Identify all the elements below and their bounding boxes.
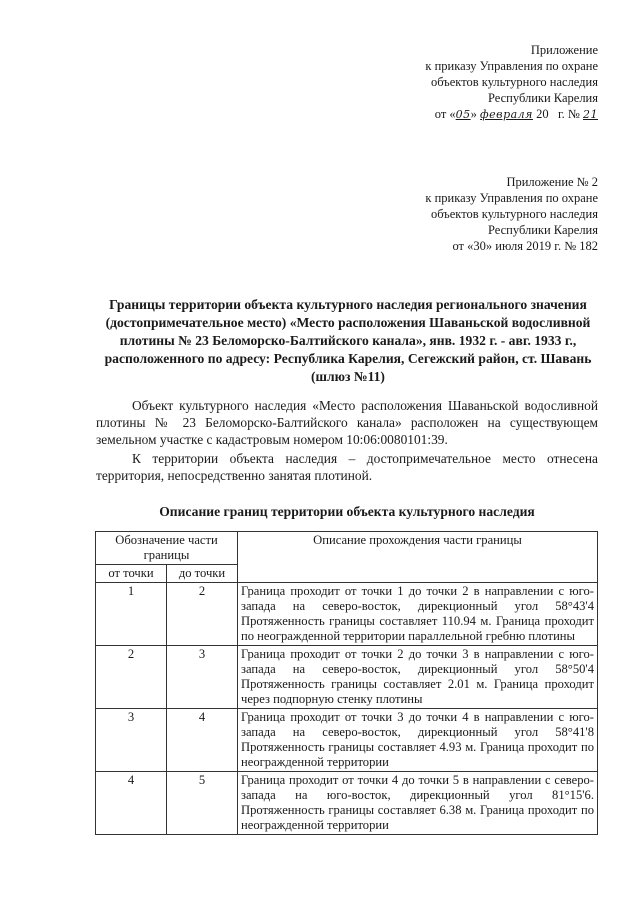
annex-1-date bbox=[425, 106, 598, 123]
cell-to: 5 bbox=[167, 772, 238, 835]
header-description: Описание прохождения части границы bbox=[238, 532, 598, 583]
handwritten-month: февраля bbox=[480, 108, 533, 121]
document-title: Границы территории объекта культурного наследия регионального значения (достопримечательное место) «Место расположения Шаваньской водосливной плотины № 23 Беломорско-Балтийского канала», янв. 1932 г. - авг. 1933 г., расположенного по адресу: Республика Карелия, Сегежский район, ст. Шавань (шлюз №11) bbox=[104, 297, 592, 384]
cell-from: 1 bbox=[96, 583, 167, 646]
annex-1-line4: Республики Карелия bbox=[487, 91, 598, 105]
date-year: 20 bbox=[536, 107, 549, 121]
cell-to: 4 bbox=[167, 709, 238, 772]
annex-1-line3: объектов культурного наследия bbox=[431, 75, 598, 89]
annex-1-line2: к приказу Управления по охране bbox=[425, 59, 598, 73]
boundary-table bbox=[95, 531, 598, 835]
annex-2-line3: объектов культурного наследия bbox=[431, 207, 598, 221]
section-title: Описание границ территории объекта культурного наследия bbox=[159, 504, 535, 519]
header-to-point: до точки bbox=[167, 565, 238, 583]
cell-description: Граница проходит от точки 4 до точки 5 в направлении с северо-запада на юго-восток, дирекционный угол 81°15'6. Протяженность границы составляет 6.38 м. Граница проходит по неогражденной территории bbox=[238, 772, 598, 835]
cell-description: Граница проходит от точки 1 до точки 2 в направлении с юго-запада на северо-восток, дирекционный угол 58°43'4 Протяженность границы составляет 110.94 м. Граница проходит по неогражденной территории параллельной гребню плотины bbox=[238, 583, 598, 646]
table-row bbox=[96, 646, 598, 709]
cell-from: 3 bbox=[96, 709, 167, 772]
cell-to: 3 bbox=[167, 646, 238, 709]
annex-1-line1: Приложение bbox=[530, 43, 598, 57]
annex-1-header bbox=[425, 42, 598, 123]
annex-2-line4: Республики Карелия bbox=[487, 223, 598, 237]
paragraph-1 bbox=[96, 397, 598, 448]
handwritten-number: 21 bbox=[583, 108, 598, 121]
header-boundary-part: Обозначение части границы bbox=[96, 532, 238, 565]
cell-description: Граница проходит от точки 3 до точки 4 в направлении с юго-запада на северо-восток, дирекционный угол 58°41'8 Протяженность границы составляет 4.93 м. Граница проходит по неогражденной территории bbox=[238, 709, 598, 772]
annex-2-header bbox=[425, 174, 598, 254]
date-prefix: от « bbox=[434, 107, 456, 121]
date-suffix: г. № bbox=[557, 107, 580, 121]
cell-from: 2 bbox=[96, 646, 167, 709]
cell-description: Граница проходит от точки 2 до точки 3 в направлении с юго-запада на северо-восток, дирекционный угол 58°50'4 Протяженность границы составляет 2.01 м. Граница проходит через подпорную стенку плотины bbox=[238, 646, 598, 709]
paragraph-1-text: Объект культурного наследия «Место расположения Шаваньской водосливной плотины № 23 Беломорско-Балтийского канала» расположен на существующем земельном участке с кадастровым номером 10:06:0080101:39. bbox=[96, 398, 598, 447]
annex-2-line1: Приложение № 2 bbox=[506, 175, 598, 189]
annex-2-line5: от «30» июля 2019 г. № 182 bbox=[452, 239, 598, 253]
table-row bbox=[96, 772, 598, 835]
handwritten-day: 05 bbox=[455, 108, 471, 121]
table-row bbox=[96, 583, 598, 646]
date-mid: » bbox=[470, 107, 477, 121]
table-row bbox=[96, 709, 598, 772]
cell-to: 2 bbox=[167, 583, 238, 646]
header-from-point: от точки bbox=[96, 565, 167, 583]
paragraph-2-text: К территории объекта наследия – достопримечательное место отнесена территория, непосредственно занятая плотиной. bbox=[96, 451, 598, 483]
paragraph-2 bbox=[96, 450, 598, 484]
cell-from: 4 bbox=[96, 772, 167, 835]
annex-2-line2: к приказу Управления по охране bbox=[425, 191, 598, 205]
